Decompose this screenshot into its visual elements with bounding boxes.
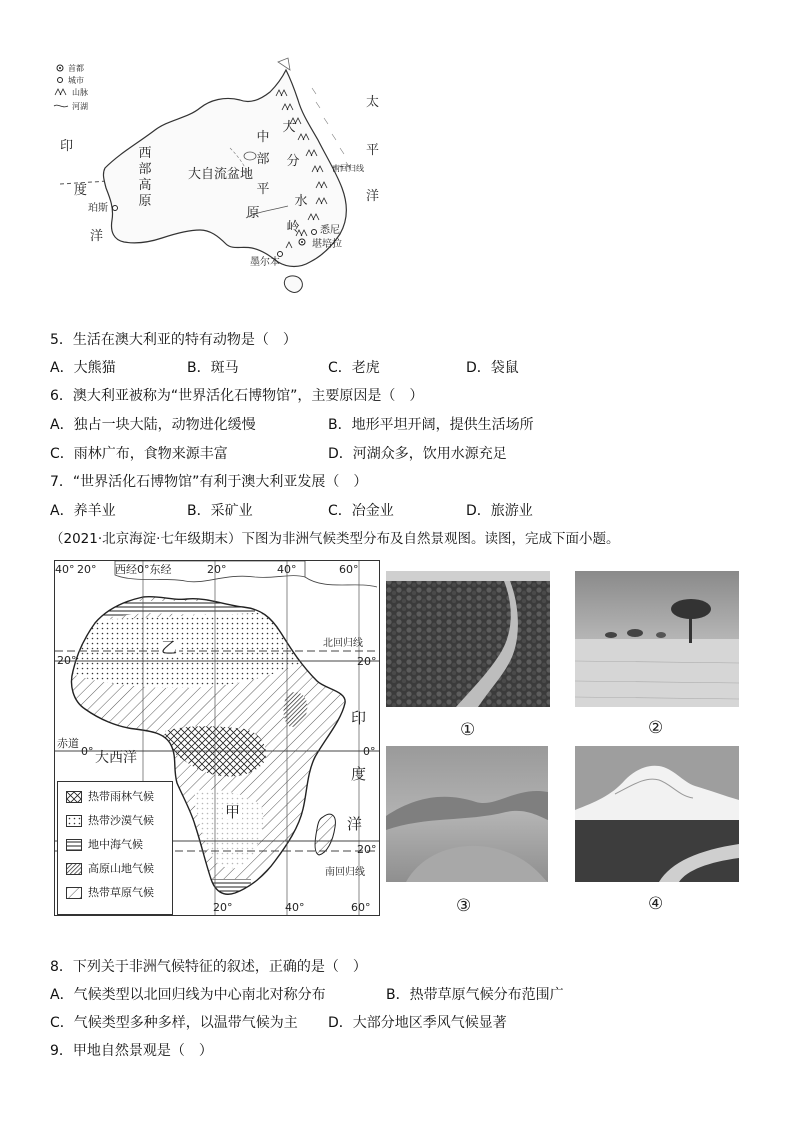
legend-label: 热带草原气候: [88, 886, 154, 899]
option-c: C．老虎: [328, 360, 380, 376]
label-central-plain-1: 中: [256, 130, 270, 145]
photo-caption-3: ③: [456, 896, 472, 916]
label-great-dividing-3: 水: [294, 194, 308, 209]
legend-river-lake: 河湖: [72, 102, 88, 111]
photo-caption-1: ①: [460, 720, 476, 740]
tick-top-20w: 20°: [77, 563, 97, 576]
lat-20n-left: 20°: [57, 654, 77, 667]
tick-top-20e: 20°: [207, 563, 227, 576]
savanna-image: [575, 571, 739, 707]
option-a: A．独占一块大陆，动物进化缓慢: [50, 417, 256, 433]
tick-bottom-20e: 20°: [213, 901, 233, 914]
africa-map: [54, 560, 380, 916]
label-western-plateau-4: 原: [138, 194, 152, 209]
rainforest-image: [386, 571, 550, 707]
label-pacific-2: 平: [366, 143, 380, 158]
label-canberra: 堪培拉: [312, 239, 342, 250]
photo-caption-4: ④: [648, 894, 664, 914]
legend-swatch-hatch: [66, 887, 82, 899]
option-c: C．气候类型多种多样，以温带气候为主: [50, 1015, 298, 1031]
option-a: A．大熊猫: [50, 360, 116, 376]
legend-capital: 首都: [68, 64, 84, 73]
legend-label: 地中海气候: [88, 838, 143, 851]
legend-mountain: 山脉: [72, 88, 88, 97]
label-indian-yin: 印: [60, 139, 74, 154]
question-stem: 8．下列关于非洲气候特征的叙述，正确的是（ ）: [50, 959, 367, 975]
label-pacific-1: 太: [366, 95, 380, 110]
question-stem: 5．生活在澳大利亚的特有动物是（ ）: [50, 332, 297, 348]
label-great-dividing-1: 大: [282, 120, 296, 135]
option-b: B．热带草原气候分布范围广: [386, 987, 564, 1003]
tick-top-40e: 40°: [277, 563, 297, 576]
legend-swatch-cross: [66, 791, 82, 803]
label-western-plateau-2: 部: [138, 162, 152, 177]
legend-desert: [66, 814, 154, 828]
question-stem: 9．甲地自然景观是（ ）: [50, 1043, 213, 1059]
legend-highland: [66, 862, 154, 876]
tick-bottom-40e: 40°: [285, 901, 305, 914]
option-b: B．斑马: [187, 360, 239, 376]
legend-label: 热带沙漠气候: [88, 814, 154, 827]
option-d: D．旅游业: [466, 503, 533, 519]
intro-text: （2021·北京海淀·七年级期末）下图为非洲气候类型分布及自然景观图。读图，完成下面小题。: [50, 531, 620, 547]
legend-swatch-horizontal: [66, 839, 82, 851]
option-d: D．大部分地区季风气候显著: [328, 1015, 507, 1031]
tick-bottom-60e: 60°: [351, 901, 371, 914]
photo-mountain: [575, 746, 739, 882]
lat-20n-right: 20°: [357, 655, 377, 668]
legend-label: 高原山地气候: [88, 862, 154, 875]
label-perth: 珀斯: [88, 203, 108, 214]
label-central-plain-4: 原: [246, 206, 260, 221]
lat-equator-right: 0°: [363, 745, 376, 758]
region-jia: 甲: [225, 803, 241, 821]
label-great-dividing-2: 分: [286, 154, 300, 169]
tropic-cancer-label: 北回归线: [323, 638, 363, 649]
option-b: B．采矿业: [187, 503, 253, 519]
australia-map: [50, 48, 415, 296]
climate-legend: [57, 781, 173, 915]
legend-rainforest: [66, 790, 154, 804]
tick-top-60e: 60°: [339, 563, 359, 576]
photo-rainforest: [386, 571, 550, 707]
ocean-indian-2: 度: [351, 765, 367, 783]
label-western-plateau-3: 高: [138, 178, 152, 193]
label-western-plateau-1: 西: [138, 146, 152, 161]
ocean-atlantic: 大西洋: [95, 750, 137, 766]
question-stem: 6．澳大利亚被称为“世界活化石博物馆”，主要原因是（ ）: [50, 388, 424, 404]
legend-swatch-dense: [66, 863, 82, 875]
label-melbourne: 墨尔本: [250, 257, 280, 268]
option-b: B．地形平坦开阔，提供生活场所: [328, 417, 534, 433]
option-a: A．气候类型以北回归线为中心南北对称分布: [50, 987, 326, 1003]
ocean-indian-3: 洋: [347, 815, 363, 833]
mountain-image: [575, 746, 739, 882]
legend-city: 城市: [68, 76, 84, 85]
label-great-basin: 大自流盆地: [188, 167, 254, 182]
label-tropic-capricorn: 南回归线: [332, 164, 364, 173]
desert-image: [386, 746, 548, 882]
label-indian-yang: 洋: [90, 229, 104, 244]
question-stem: 7．“世界活化石博物馆”有利于澳大利亚发展（ ）: [50, 474, 368, 490]
ocean-indian-1: 印: [351, 709, 367, 727]
label-central-plain-3: 平: [256, 182, 270, 197]
photo-savanna: [575, 571, 739, 707]
region-yi: 乙: [161, 638, 178, 657]
label-sydney: 悉尼: [320, 225, 340, 236]
option-d: D．河湖众多，饮用水源充足: [328, 446, 507, 462]
option-c: C．雨林广布，食物来源丰富: [50, 446, 228, 462]
tick-top-0: 西经0°东经: [115, 563, 172, 576]
option-c: C．冶金业: [328, 503, 394, 519]
label-pacific-3: 洋: [366, 189, 380, 204]
legend-swatch-dots: [66, 815, 82, 827]
label-central-plain-2: 部: [256, 152, 270, 167]
lat-equator-zero: 0°: [81, 745, 94, 758]
legend-mediterranean: [66, 838, 143, 852]
tick-top-40w: 40°: [55, 563, 75, 576]
option-a: A．养羊业: [50, 503, 116, 519]
label-indian-du: 度: [74, 183, 88, 198]
legend-label: 热带雨林气候: [88, 790, 154, 803]
tropic-capricorn-label: 南回归线: [325, 867, 365, 878]
option-d: D．袋鼠: [466, 360, 519, 376]
legend-savanna: [66, 886, 154, 900]
lat-20s-right: 20°: [357, 843, 377, 856]
label-great-dividing-4: 岭: [286, 220, 300, 235]
photo-caption-2: ②: [648, 718, 664, 738]
photo-desert: [386, 746, 548, 882]
lat-equator-label: 赤道: [57, 737, 79, 750]
